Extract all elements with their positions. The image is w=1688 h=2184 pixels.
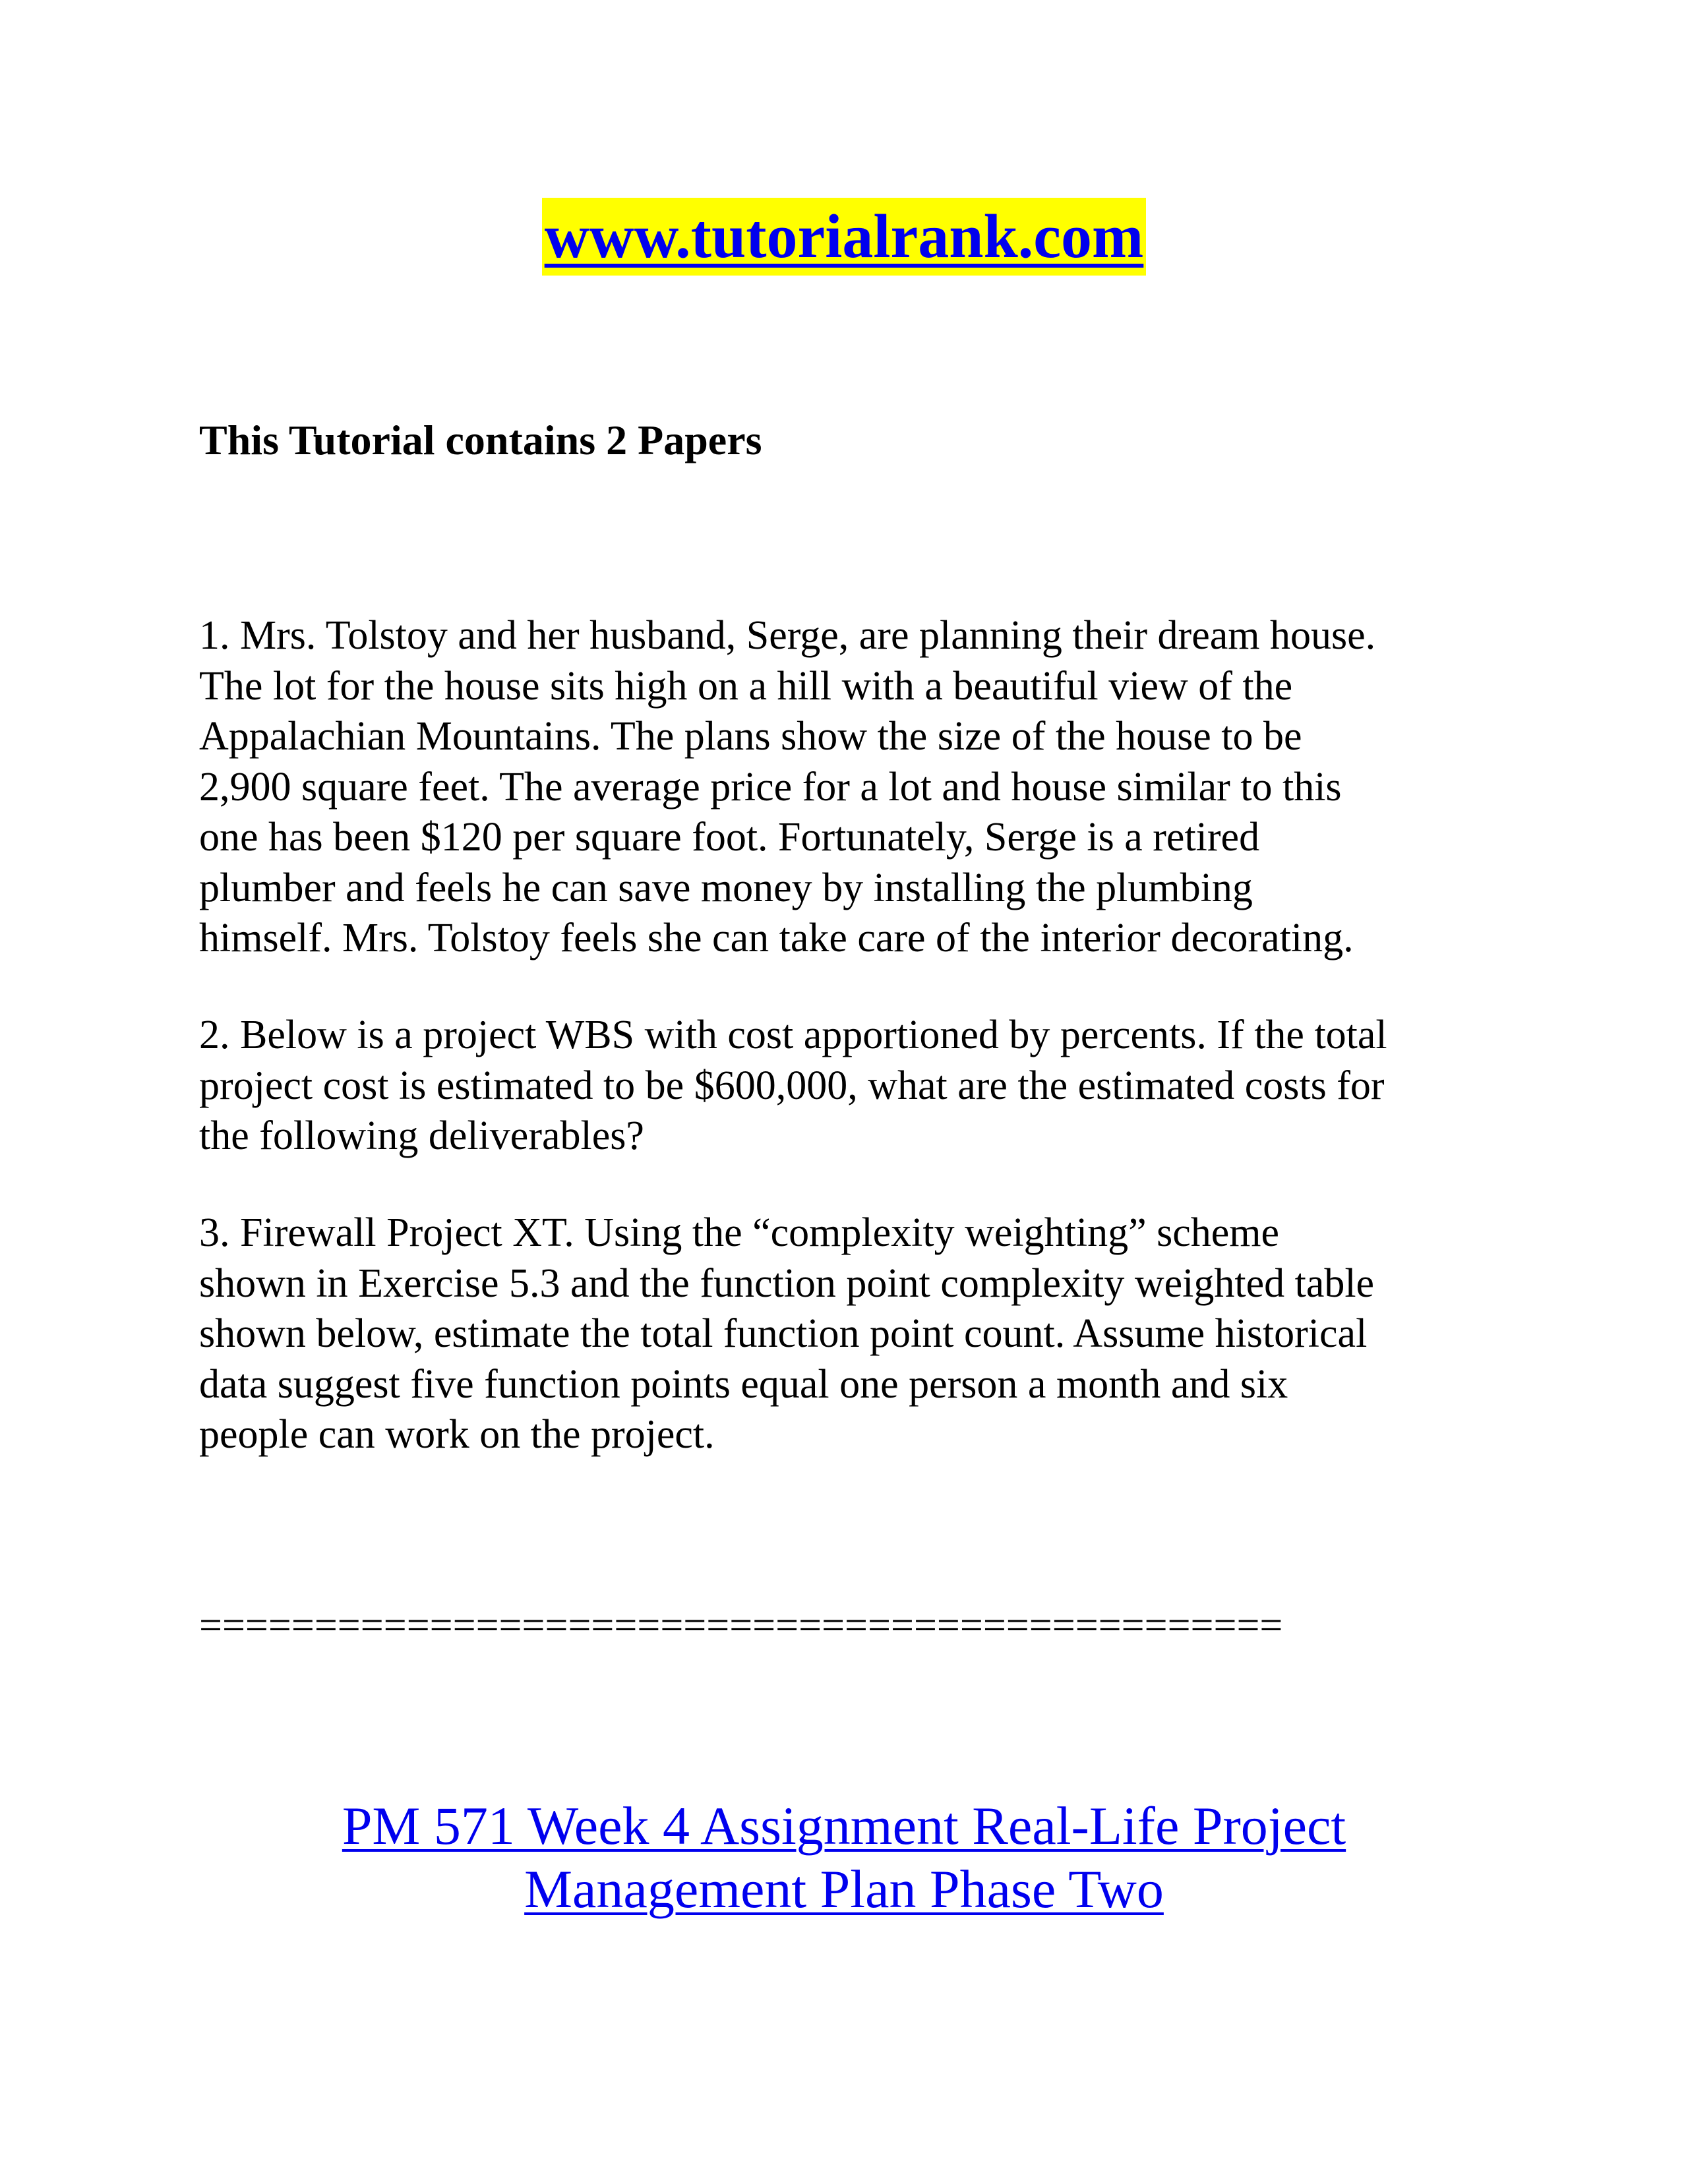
course-link-container [0, 1794, 1688, 1921]
site-link[interactable]: www.tutorialrank.com [542, 198, 1147, 276]
paragraph-line: 2. Below is a project WBS with cost apportioned by percents. If the total [199, 1013, 1387, 1057]
site-link-container [0, 198, 1688, 276]
paragraph-line: project cost is estimated to be $600,000, what are the estimated costs for [199, 1063, 1385, 1108]
paragraph-line: shown below, estimate the total function point count. Assume historical [199, 1311, 1368, 1356]
paragraph-3 [199, 1208, 1492, 1460]
section-divider: =============================================== [199, 1603, 1283, 1648]
paragraph-line: 2,900 square feet. The average price for a lot and house similar to this [199, 764, 1342, 810]
paragraph-1 [199, 610, 1492, 964]
paragraph-line: The lot for the house sits high on a hill with a beautiful view of the [199, 663, 1293, 709]
paragraph-line: plumber and feels he can save money by installing the plumbing [199, 865, 1253, 910]
course-link-line[interactable]: Management Plan Phase Two [524, 1859, 1164, 1919]
paragraph-line: the following deliverables? [199, 1113, 644, 1158]
course-link-line[interactable]: PM 571 Week 4 Assignment Real-Life Project [342, 1796, 1346, 1856]
paragraph-line: himself. Mrs. Tolstoy feels she can take care of the interior decorating. [199, 916, 1354, 960]
paragraph-line: one has been $120 per square foot. Fortunately, Serge is a retired [199, 815, 1260, 860]
paragraph-line: data suggest five function points equal one person a month and six [199, 1361, 1288, 1407]
paragraph-2 [199, 1010, 1492, 1162]
paragraph-line: 1. Mrs. Tolstoy and her husband, Serge, are planning their dream house. [199, 613, 1376, 658]
paragraph-line: 3. Firewall Project XT. Using the “complexity weighting” scheme [199, 1210, 1280, 1255]
paragraph-line: Appalachian Mountains. The plans show the size of the house to be [199, 714, 1302, 759]
paragraph-line: people can work on the project. [199, 1412, 715, 1457]
paragraph-line: shown in Exercise 5.3 and the function point complexity weighted table [199, 1260, 1375, 1306]
intro-heading: This Tutorial contains 2 Papers [199, 417, 762, 463]
